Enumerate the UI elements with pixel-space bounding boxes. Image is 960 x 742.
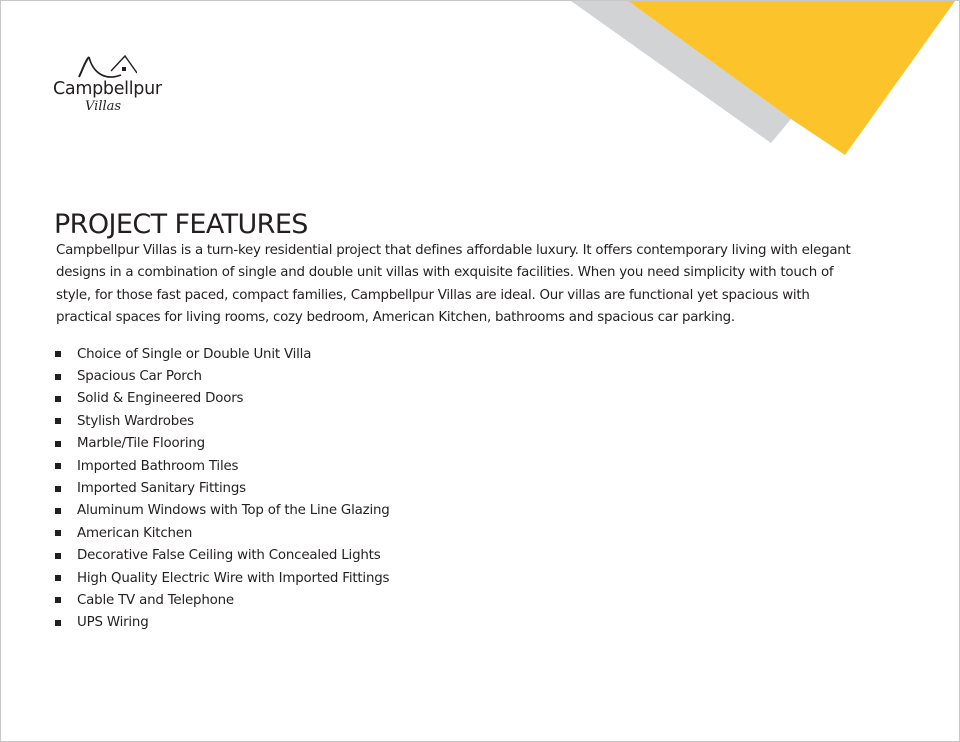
list-item	[55, 500, 390, 522]
list-item	[55, 433, 390, 455]
feature-label: Imported Bathroom Tiles	[77, 458, 239, 474]
list-item	[55, 388, 390, 410]
list-item	[55, 545, 390, 567]
features-list	[55, 343, 390, 634]
square-bullet-icon	[55, 486, 61, 492]
square-bullet-icon	[55, 530, 61, 536]
feature-label: Choice of Single or Double Unit Villa	[77, 346, 312, 362]
list-item	[55, 343, 390, 365]
square-bullet-icon	[55, 396, 61, 402]
square-bullet-icon	[55, 441, 61, 447]
house-roof-icon	[75, 51, 137, 81]
feature-label: Imported Sanitary Fittings	[77, 481, 246, 497]
square-bullet-icon	[55, 463, 61, 469]
square-bullet-icon	[55, 597, 61, 603]
yellow-stripe	[628, 1, 955, 155]
feature-label: Marble/Tile Flooring	[77, 436, 205, 452]
square-bullet-icon	[55, 575, 61, 581]
square-bullet-icon	[55, 620, 61, 626]
square-bullet-icon	[55, 508, 61, 514]
list-item	[55, 589, 390, 611]
square-bullet-icon	[55, 351, 61, 357]
intro-paragraph: Campbellpur Villas is a turn-key residential project that defines affordable luxury. It offers contemporary living with elegant designs in a combination of single and double unit villas with exquisite facilities. When you need simplicity with touch of style, for those fast paced, compact families, Campbellpur Villas are ideal. Our villas are functional yet spacious with practical spaces for living rooms, cozy bedroom, American Kitchen, bathrooms and spacious car parking.	[56, 243, 851, 325]
brand-name: Campbellpur	[53, 79, 162, 99]
feature-label: American Kitchen	[77, 525, 193, 541]
list-item	[55, 477, 390, 499]
square-bullet-icon	[55, 418, 61, 424]
feature-label: Spacious Car Porch	[77, 369, 202, 385]
feature-label: High Quality Electric Wire with Imported Fittings	[77, 570, 390, 586]
feature-label: Decorative False Ceiling with Concealed Lights	[77, 548, 381, 564]
feature-label: Aluminum Windows with Top of the Line Glazing	[77, 503, 390, 519]
brand-subtitle: Villas	[85, 99, 122, 114]
list-item	[55, 567, 390, 589]
list-item	[55, 612, 390, 634]
feature-label: Cable TV and Telephone	[77, 592, 234, 608]
list-item	[55, 410, 390, 432]
feature-label: Solid & Engineered Doors	[77, 391, 244, 407]
square-bullet-icon	[55, 553, 61, 559]
square-bullet-icon	[55, 374, 61, 380]
list-item	[55, 365, 390, 387]
feature-label: Stylish Wardrobes	[77, 413, 194, 429]
section-title: PROJECT FEATURES	[54, 209, 308, 240]
list-item	[55, 522, 390, 544]
list-item	[55, 455, 390, 477]
brand-logo	[53, 51, 168, 121]
feature-label: UPS Wiring	[77, 615, 149, 631]
